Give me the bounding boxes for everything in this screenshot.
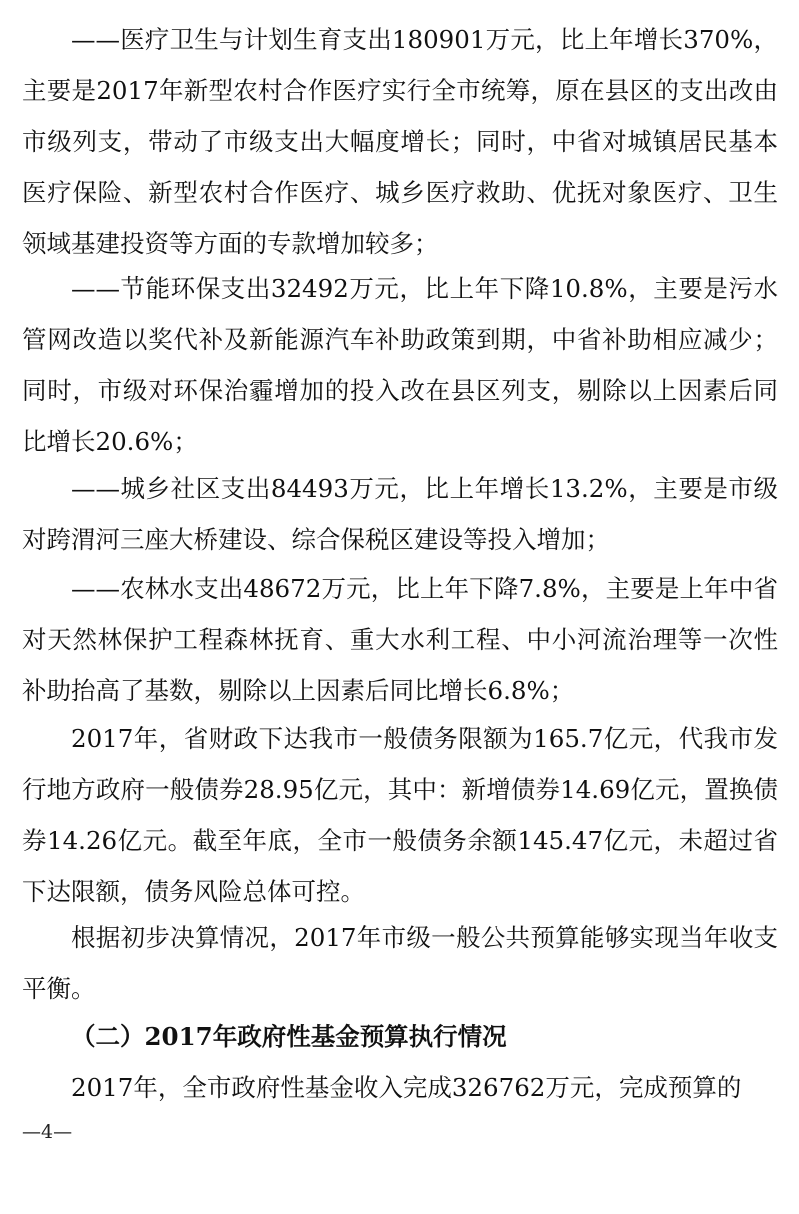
paragraph-budget-balance: 根据初步决算情况，2017年市级一般公共预算能够实现当年收支平衡。	[22, 923, 778, 1003]
paragraph-environment-expenditure: ——节能环保支出32492万元，比上年下降10.8%，主要是污水管网改造以奖代补及新能源汽车补助政策到期，中省补助相应减少；同时，市级对环保治霾增加的投入改在县区列支，剔除以上因素后同比增长20.6%；	[22, 274, 778, 456]
paragraph-debt-limit: 2017年，省财政下达我市一般债务限额为165.7亿元，代我市发行地方政府一般债券28.95亿元，其中：新增债券14.69亿元，置换债券14.26亿元。截至年底，全市一般债务余额145.47亿元，未超过省下达限额，债务风险总体可控。	[22, 724, 778, 906]
page-number: —4—	[22, 1121, 73, 1143]
paragraph-health-expenditure: ——医疗卫生与计划生育支出180901万元，比上年增长370%，主要是2017年新型农村合作医疗实行全市统筹，原在县区的支出改由市级列支，带动了市级支出大幅度增长；同时，中省对城镇居民基本医疗保险、新型农村合作医疗、城乡医疗救助、优抚对象医疗、卫生领域基建投资等方面的专款增加较多；	[22, 25, 778, 258]
paragraph-agriculture-expenditure: ——农林水支出48672万元，比上年下降7.8%，主要是上年中省对天然林保护工程森林抚育、重大水利工程、中小河流治理等一次性补助抬高了基数，剔除以上因素后同比增长6.8%；	[22, 574, 778, 705]
paragraph-urban-community-expenditure: ——城乡社区支出84493万元，比上年增长13.2%，主要是市级对跨渭河三座大桥建设、综合保税区建设等投入增加；	[22, 474, 778, 554]
section-heading: （二）2017年政府性基金预算执行情况	[71, 1022, 507, 1051]
paragraph-fund-revenue: 2017年，全市政府性基金收入完成326762万元，完成预算的	[71, 1073, 742, 1102]
